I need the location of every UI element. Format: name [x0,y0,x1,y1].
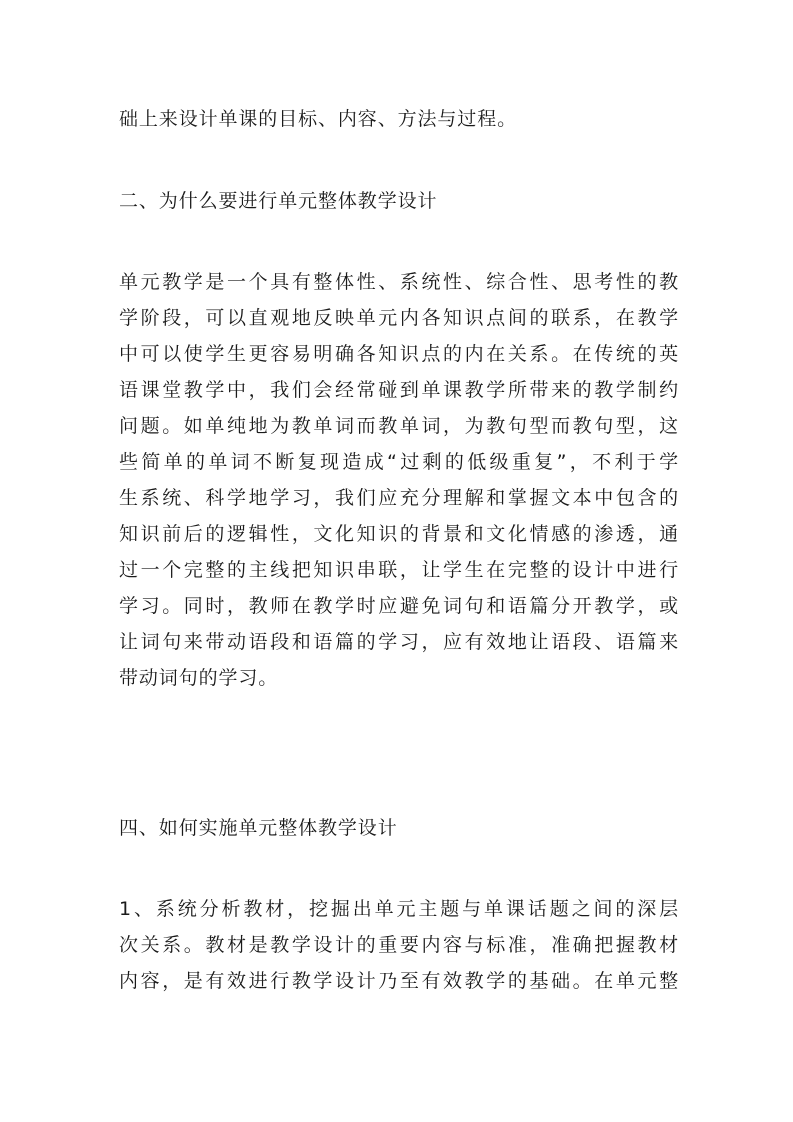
text-line: 单元教学是一个具有整体性、系统性、综合性、思考性的教 [119,271,679,293]
text-line: 学习。同时，教师在教学时应避免词句和语篇分开教学，或 [119,595,679,617]
text-line: 1、系统分析教材，挖掘出单元主题与单课话题之间的深层 [119,898,679,920]
section-heading-why [119,183,679,219]
text-line: 学阶段，可以直观地反映单元内各知识点间的联系，在教学 [119,307,679,329]
text-line: 语课堂教学中，我们会经常碰到单课教学所带来的教学制约 [119,379,679,401]
paragraph-unit-teaching [119,264,679,696]
text-line: 知识前后的逻辑性，文化知识的背景和文化情感的渗透，通 [119,523,679,545]
text-line: 生系统、科学地学习，我们应充分理解和掌握文本中包含的 [119,487,679,509]
heading-text: 二、为什么要进行单元整体教学设计 [119,190,438,212]
text-line: 让词句来带动语段和语篇的学习，应有效地让语段、语篇来 [119,631,679,653]
text-line: 问题。如单纯地为教单词而教单词，为教句型而教句型，这 [119,415,679,437]
paragraph-continuation [119,101,679,137]
text-line: 础上来设计单课的目标、内容、方法与过程。 [119,108,518,130]
text-line: 带动词句的学习。 [119,667,279,689]
text-line: 些简单的单词不断复现造成“过剩的低级重复”，不利于学 [119,451,679,473]
text-line: 中可以使学生更容易明确各知识点的内在关系。在传统的英 [119,343,679,365]
text-line: 过一个完整的主线把知识串联，让学生在完整的设计中进行 [119,559,679,581]
heading-text: 四、如何实施单元整体教学设计 [119,817,398,839]
text-line: 内容，是有效进行教学设计乃至有效教学的基础。在单元整 [119,970,679,992]
text-line: 次关系。教材是教学设计的重要内容与标准，准确把握教材 [119,934,679,956]
paragraph-analyze-textbook [119,891,679,999]
section-heading-how [119,810,679,846]
